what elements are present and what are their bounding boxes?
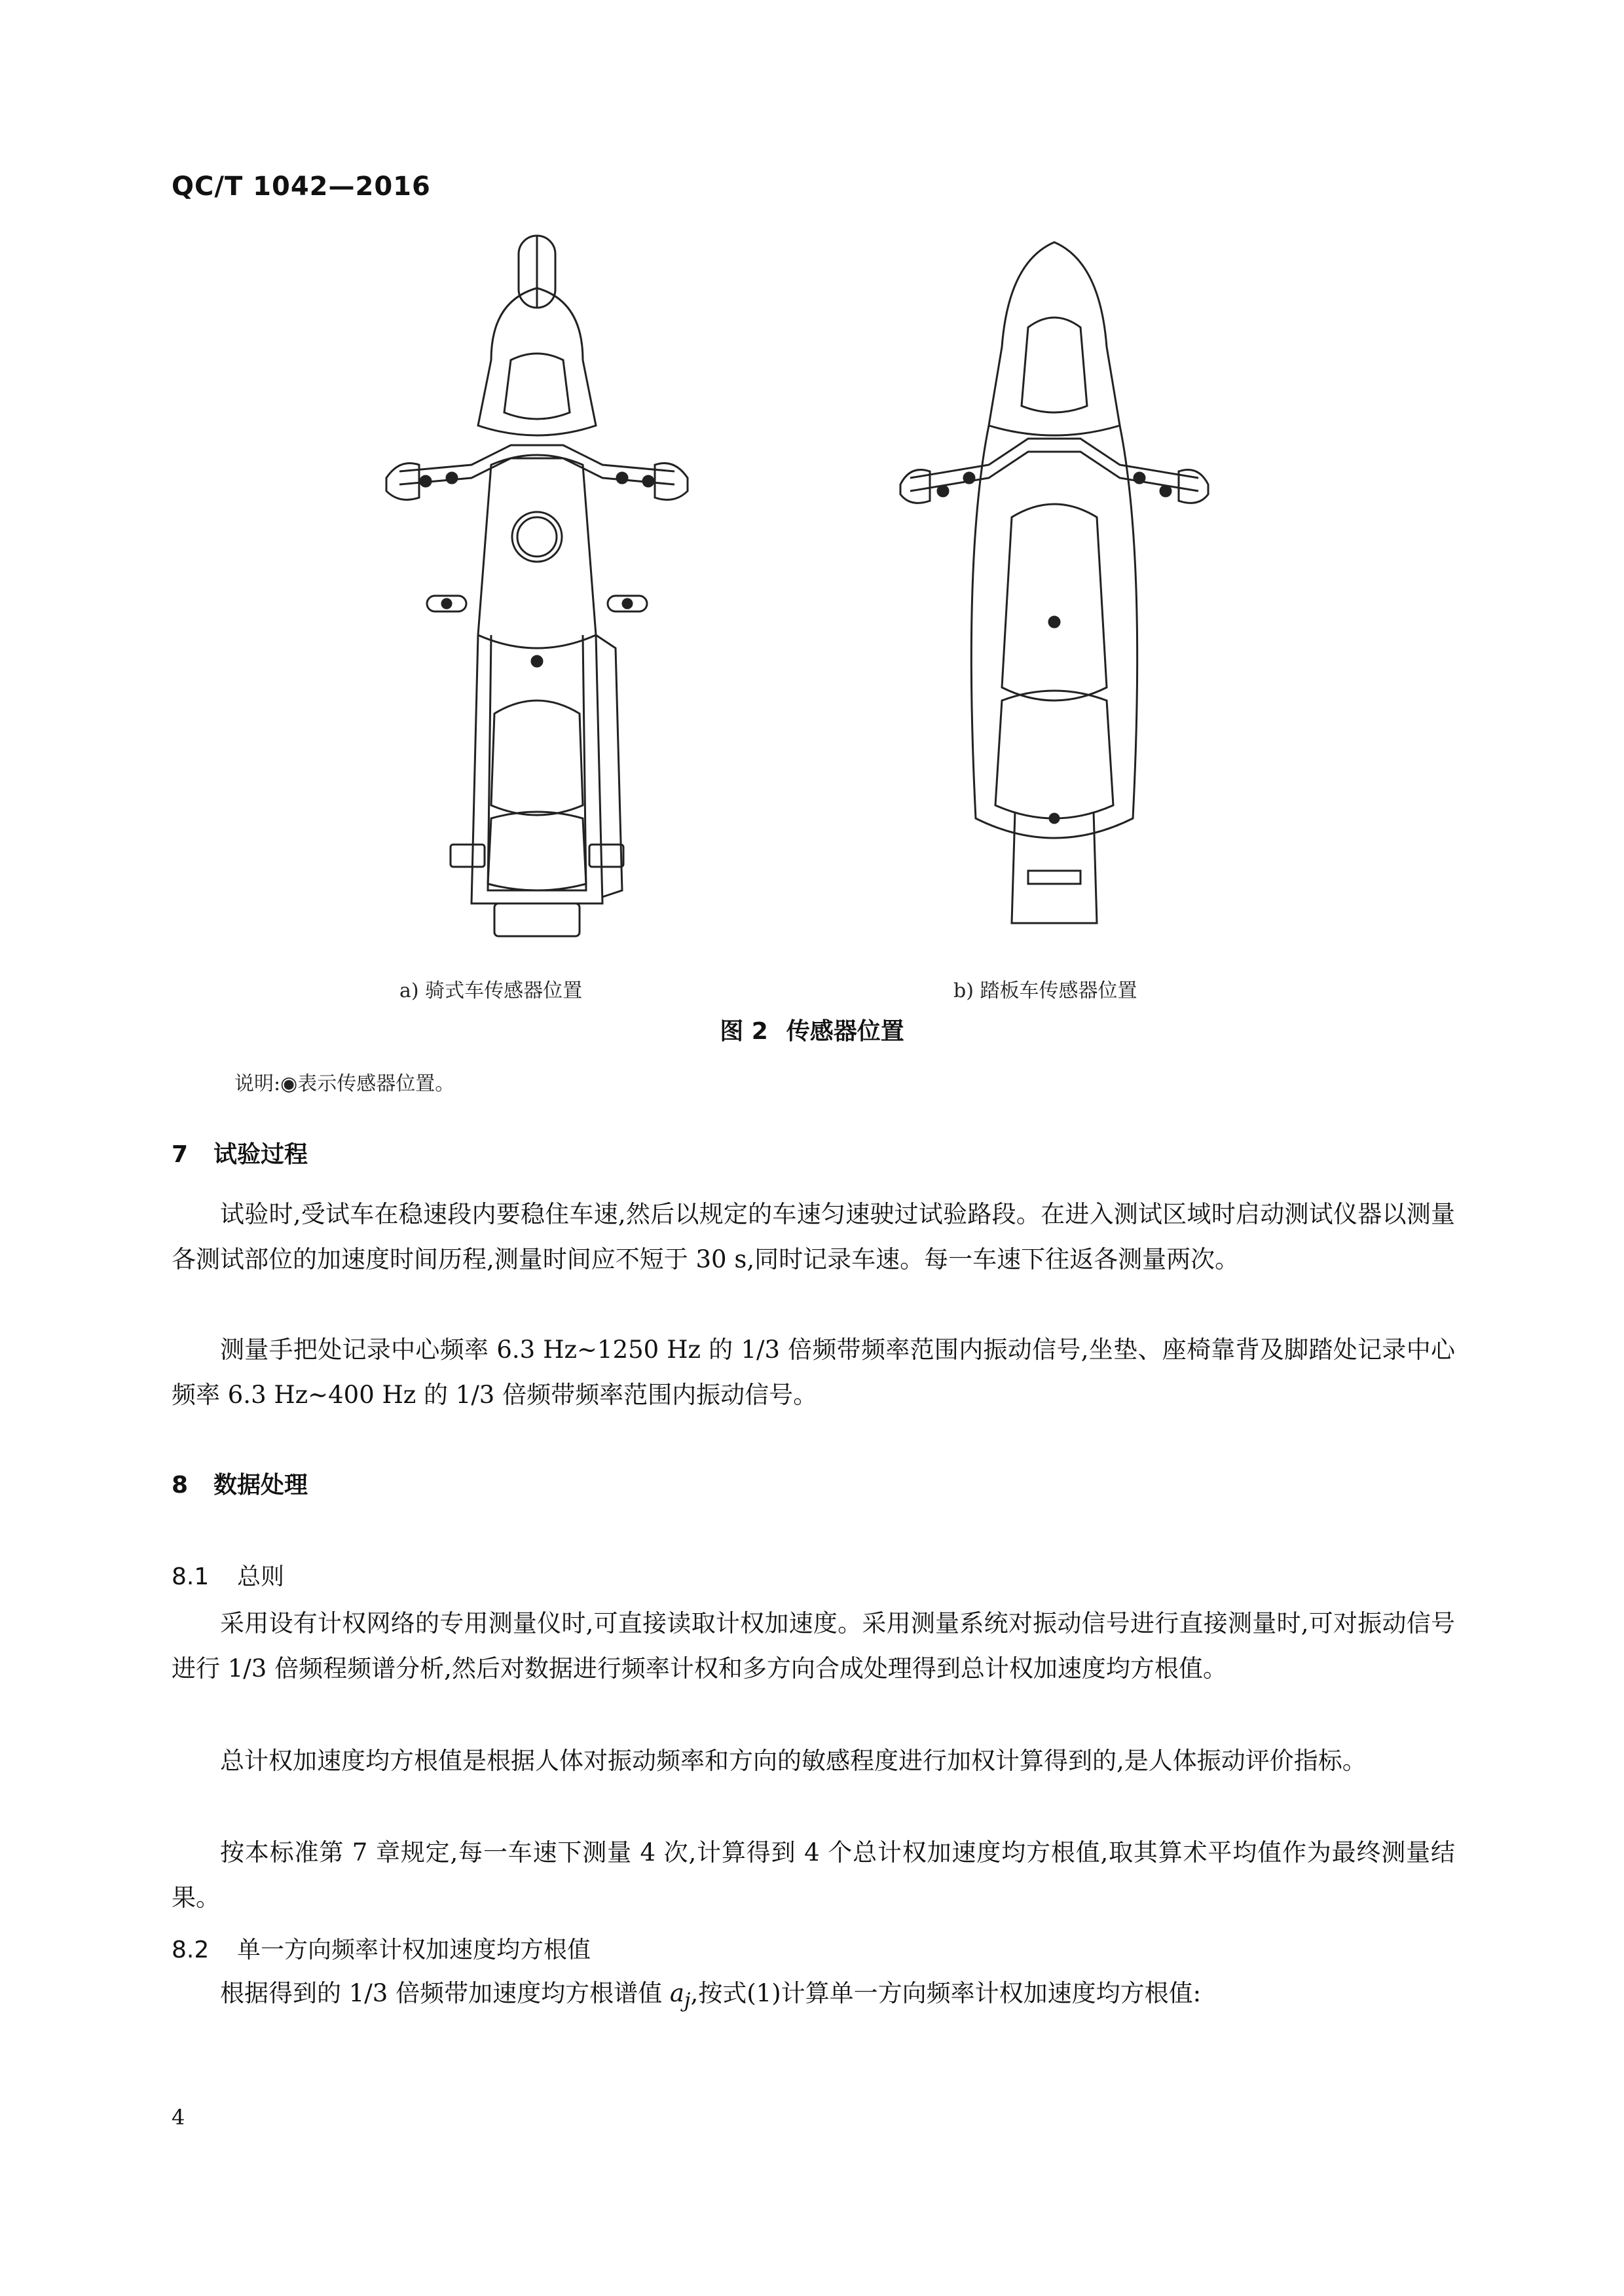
straddle-motorcycle-drawing — [380, 229, 694, 943]
paragraph-text: ,按式(1)计算单一方向频率计权加速度均方根值: — [690, 1979, 1202, 2007]
paragraph: 试验时,受试车在稳速段内要稳住车速,然后以规定的车速匀速驶过试验路段。在进入测试区域时启动测试仪器以测量各测试部位的加速度时间历程,测量时间应不短于 30 s,同时记录车速。每一车速下往返各测量两次。 — [172, 1200, 1455, 1273]
section-title: 试验过程 — [213, 1141, 308, 1168]
figure-b-caption: b) 踏板车传感器位置 — [953, 979, 1137, 1002]
figure-a-caption: a) 骑式车传感器位置 — [399, 979, 583, 1002]
section-7-heading — [172, 1136, 308, 1169]
figure-number: 图 2 — [720, 1018, 768, 1045]
scooter-drawing — [897, 229, 1211, 943]
section-number: 8 — [172, 1472, 189, 1499]
figure-title-text: 传感器位置 — [786, 1018, 904, 1045]
paragraph: 采用设有计权网络的专用测量仪时,可直接读取计权加速度。采用测量系统对振动信号进行直接测量时,可对振动信号进行 1/3 倍频程频谱分析,然后对数据进行频率计权和多方向合成处理得到总计权加速度均方根值。 — [172, 1609, 1455, 1683]
symbol-subscript: j — [684, 1988, 691, 2013]
subsection-title: 单一方向频率计权加速度均方根值 — [237, 1937, 591, 1963]
subsection-title: 总则 — [237, 1563, 285, 1590]
paragraph-text: 根据得到的 1/3 倍频带加速度均方根谱值 — [220, 1979, 670, 2007]
paragraph: 测量手把处记录中心频率 6.3 Hz~1250 Hz 的 1/3 倍频带频率范围内振动信号,坐垫、座椅靠背及脚踏处记录中心频率 6.3 Hz~400 Hz 的 1/3 倍频带频率范围内振动信号。 — [172, 1336, 1455, 1409]
subsection-number: 8.1 — [172, 1563, 210, 1590]
page-number: 4 — [172, 2105, 185, 2130]
section-number: 7 — [172, 1141, 189, 1168]
symbol: a — [669, 1979, 684, 2007]
subsection-8-2-heading — [172, 1931, 591, 1965]
paragraph: 总计权加速度均方根值是根据人体对振动频率和方向的敏感程度进行加权计算得到的,是人体振动评价指标。 — [220, 1747, 1367, 1775]
figure-title — [0, 1013, 1624, 1046]
figure-note: 说明:◉表示传感器位置。 — [234, 1072, 455, 1095]
document-code: QC/T 1042—2016 — [172, 172, 431, 202]
subsection-8-1-heading — [172, 1558, 284, 1592]
paragraph: 按本标准第 7 章规定,每一车速下测量 4 次,计算得到 4 个总计权加速度均方根值,取其算术平均值作为最终测量结果。 — [172, 1838, 1455, 1912]
section-8-heading — [172, 1467, 308, 1500]
subsection-number: 8.2 — [172, 1937, 210, 1963]
paragraph — [172, 1971, 1455, 2023]
section-title: 数据处理 — [213, 1472, 308, 1499]
